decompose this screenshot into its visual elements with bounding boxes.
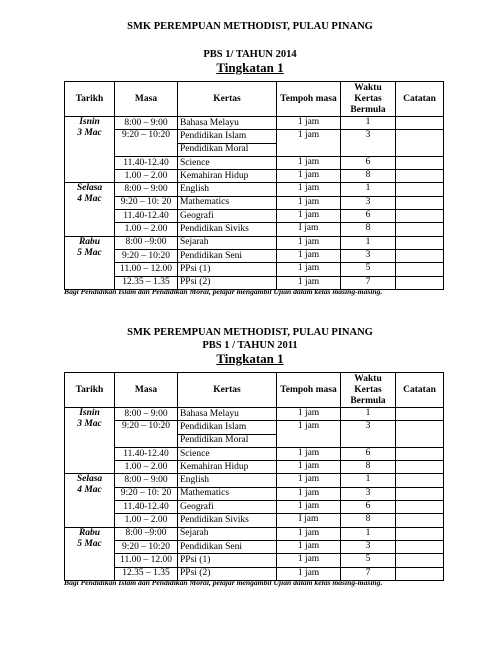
start-period-cell: 6 — [341, 447, 396, 460]
remarks-cell — [396, 501, 444, 514]
time-cell: 11.00 – 12.00 — [115, 263, 178, 276]
remarks-cell — [396, 527, 444, 540]
remarks-cell — [396, 487, 444, 500]
start-period-cell: 3 — [341, 130, 396, 157]
column-header: Catatan — [396, 373, 444, 408]
paper-cell: Science — [178, 447, 277, 460]
column-header: Waktu Kertas Bermula — [341, 82, 396, 117]
time-cell: 8:00 –9:00 — [115, 236, 178, 249]
start-period-cell: 5 — [341, 554, 396, 567]
day-date: 4 Mac — [77, 485, 102, 496]
remarks-cell — [396, 447, 444, 460]
day-name: Selasa — [76, 183, 103, 194]
day-name: Selasa — [76, 474, 103, 485]
start-period-cell: 6 — [341, 501, 396, 514]
paper-cell: Pendidikan Islam — [178, 130, 277, 143]
start-period-cell: 3 — [341, 487, 396, 500]
paper-cell: Kemahiran Hidup — [178, 461, 277, 474]
start-period-cell: 1 — [341, 527, 396, 540]
table-header-row — [65, 373, 444, 408]
day-name: Rabu — [78, 527, 101, 538]
start-period-cell: 3 — [341, 421, 396, 448]
remarks-cell — [396, 474, 444, 487]
paper-cell: PPsi (2) — [178, 276, 277, 289]
day-cell — [65, 408, 115, 474]
schedule-table — [64, 81, 444, 290]
duration-cell: 1 jam — [277, 249, 341, 262]
column-header: Masa — [115, 373, 178, 408]
remarks-cell — [396, 130, 444, 157]
time-cell: 8:00 – 9:00 — [115, 474, 178, 487]
time-cell: 8:00 – 9:00 — [115, 117, 178, 130]
table-row — [65, 421, 444, 434]
column-header: Tarikh — [65, 373, 115, 408]
paper-cell: English — [178, 474, 277, 487]
paper-cell: Mathematics — [178, 196, 277, 209]
paper-cell: PPsi (1) — [178, 554, 277, 567]
time-cell: 8:00 – 9:00 — [115, 408, 178, 421]
remarks-cell — [396, 567, 444, 580]
start-period-cell: 7 — [341, 276, 396, 289]
table-row — [65, 408, 444, 421]
day-cell — [65, 474, 115, 527]
table-row — [65, 554, 444, 567]
level-heading: Tingkatan 1 — [216, 351, 284, 366]
column-header: Kertas — [178, 373, 277, 408]
table-row — [65, 487, 444, 500]
time-cell: 11.40-12.40 — [115, 210, 178, 223]
table-row — [65, 210, 444, 223]
start-period-cell: 6 — [341, 210, 396, 223]
start-period-cell: 7 — [341, 567, 396, 580]
remarks-cell — [396, 276, 444, 289]
remarks-cell — [396, 263, 444, 276]
time-cell: 12.35 – 1.35 — [115, 567, 178, 580]
paper-cell: Sejarah — [178, 527, 277, 540]
paper-cell: Geografi — [178, 501, 277, 514]
footnote: Bagi Pendidikan Islam dan Pendidikan Moral, pelajar mengambil Ujian dalam kelas masing-masing. — [64, 578, 383, 587]
day-date: 3 Mac — [77, 419, 102, 429]
table-row — [65, 196, 444, 209]
paper-cell: Pendidikan Siviks — [178, 514, 277, 527]
time-cell: 11.40-12.40 — [115, 447, 178, 460]
day-name: Isnin — [79, 408, 100, 418]
remarks-cell — [396, 236, 444, 249]
paper-cell: Geografi — [178, 210, 277, 223]
duration-cell: 1 jam — [277, 130, 341, 157]
start-period-cell: 1 — [341, 474, 396, 487]
remarks-cell — [396, 223, 444, 236]
level-heading: Tingkatan 1 — [216, 60, 284, 75]
time-cell: 8:00 – 9:00 — [115, 183, 178, 196]
table-row — [65, 474, 444, 487]
table-row — [65, 156, 444, 169]
day-name: Isnin — [79, 117, 100, 127]
time-cell: 9:20 – 10: 20 — [115, 196, 178, 209]
table-row — [65, 501, 444, 514]
paper-cell: Science — [178, 156, 277, 169]
table-row — [65, 527, 444, 540]
start-period-cell: 8 — [341, 461, 396, 474]
remarks-cell — [396, 514, 444, 527]
remarks-cell — [396, 408, 444, 421]
day-cell — [65, 236, 115, 289]
day-date: 4 Mac — [77, 194, 102, 205]
time-cell: 1.00 – 2.00 — [115, 514, 178, 527]
duration-cell: 1 jam — [277, 421, 341, 448]
time-cell: 1.00 – 2.00 — [115, 223, 178, 236]
schedule-table — [64, 372, 444, 581]
paper-cell: Bahasa Melayu — [178, 117, 277, 130]
table-row — [65, 263, 444, 276]
duration-cell: 1 jam — [277, 487, 341, 500]
table-header-row — [65, 82, 444, 117]
paper-cell: Sejarah — [178, 236, 277, 249]
day-date: 5 Mac — [77, 538, 102, 549]
start-period-cell: 8 — [341, 223, 396, 236]
duration-cell: 1 jam — [277, 408, 341, 421]
duration-cell: 1 jam — [277, 474, 341, 487]
table-row — [65, 170, 444, 183]
paper-cell: Mathematics — [178, 487, 277, 500]
time-cell: 11.40-12.40 — [115, 156, 178, 169]
paper-cell: Pendidikan Seni — [178, 249, 277, 262]
remarks-cell — [396, 170, 444, 183]
column-header: Tarikh — [65, 82, 115, 117]
time-cell: 9:20 – 10:20 — [115, 540, 178, 553]
remarks-cell — [396, 196, 444, 209]
exam-subtitle: PBS 1/ TAHUN 2014 — [203, 49, 297, 60]
time-cell: 1.00 – 2.00 — [115, 170, 178, 183]
time-cell: 9:20 – 10:20 — [115, 130, 178, 157]
duration-cell: 1 jam — [277, 501, 341, 514]
paper-cell: PPsi (2) — [178, 567, 277, 580]
day-date: 5 Mac — [77, 247, 102, 258]
exam-subtitle: PBS 1 / TAHUN 2011 — [202, 340, 298, 351]
duration-cell: 1 jam — [277, 554, 341, 567]
paper-cell: Pendidikan Moral — [178, 434, 277, 447]
day-cell — [65, 117, 115, 183]
day-name: Rabu — [78, 236, 101, 247]
duration-cell: 1 jam — [277, 196, 341, 209]
duration-cell: 1 jam — [277, 156, 341, 169]
duration-cell: 1 jam — [277, 210, 341, 223]
column-header: Kertas — [178, 82, 277, 117]
paper-cell: Pendidikan Moral — [178, 143, 277, 156]
duration-cell: 1 jam — [277, 263, 341, 276]
duration-cell: 1 jam — [277, 447, 341, 460]
column-header: Waktu Kertas Bermula — [341, 373, 396, 408]
time-cell: 12.35 – 1.35 — [115, 276, 178, 289]
duration-cell: 1 jam — [277, 170, 341, 183]
start-period-cell: 3 — [341, 196, 396, 209]
start-period-cell: 1 — [341, 183, 396, 196]
duration-cell: I jam — [277, 223, 341, 236]
column-header: Tempoh masa — [277, 373, 341, 408]
paper-cell: Kemahiran Hidup — [178, 170, 277, 183]
duration-cell: 1 jam — [277, 527, 341, 540]
day-cell — [65, 527, 115, 580]
start-period-cell: 5 — [341, 263, 396, 276]
duration-cell: 1 jam — [277, 540, 341, 553]
column-header: Masa — [115, 82, 178, 117]
time-cell: 11.40-12.40 — [115, 501, 178, 514]
time-cell: 9:20 – 10:20 — [115, 249, 178, 262]
paper-cell: Pendidikan Siviks — [178, 223, 277, 236]
table-row — [65, 461, 444, 474]
table-row — [65, 117, 444, 130]
paper-cell: PPsi (1) — [178, 263, 277, 276]
paper-cell: English — [178, 183, 277, 196]
school-title: SMK PEREMPUAN METHODIST, PULAU PINANG — [127, 21, 373, 32]
column-header: Tempoh masa — [277, 82, 341, 117]
remarks-cell — [396, 540, 444, 553]
start-period-cell: 3 — [341, 540, 396, 553]
table-row — [65, 183, 444, 196]
remarks-cell — [396, 210, 444, 223]
remarks-cell — [396, 117, 444, 130]
duration-cell: 1 jam — [277, 567, 341, 580]
duration-cell: 1 jam — [277, 236, 341, 249]
table-row — [65, 130, 444, 143]
day-cell — [65, 183, 115, 236]
start-period-cell: 8 — [341, 514, 396, 527]
start-period-cell: 8 — [341, 170, 396, 183]
time-cell: 1.00 – 2.00 — [115, 461, 178, 474]
remarks-cell — [396, 156, 444, 169]
column-header: Catatan — [396, 82, 444, 117]
start-period-cell: 3 — [341, 249, 396, 262]
paper-cell: Pendidikan Seni — [178, 540, 277, 553]
time-cell: 9:20 – 10: 20 — [115, 487, 178, 500]
time-cell: 9:20 – 10:20 — [115, 421, 178, 448]
start-period-cell: 1 — [341, 117, 396, 130]
remarks-cell — [396, 249, 444, 262]
remarks-cell — [396, 183, 444, 196]
start-period-cell: 6 — [341, 156, 396, 169]
table-row — [65, 447, 444, 460]
table-row — [65, 540, 444, 553]
table-row — [65, 514, 444, 527]
table-row — [65, 249, 444, 262]
duration-cell: 1 jam — [277, 117, 341, 130]
remarks-cell — [396, 421, 444, 448]
remarks-cell — [396, 554, 444, 567]
start-period-cell: 1 — [341, 236, 396, 249]
day-date: 3 Mac — [77, 128, 102, 138]
time-cell: 8:00 –9:00 — [115, 527, 178, 540]
time-cell: 11.00 – 12.00 — [115, 554, 178, 567]
duration-cell: I jam — [277, 514, 341, 527]
duration-cell: 1 jam — [277, 183, 341, 196]
footnote: Bagi Pendidikan Islam dan Pendidikan Moral, pelajar mengambil Ujian dalam kelas masing-masing. — [64, 287, 383, 296]
table-row — [65, 236, 444, 249]
duration-cell: 1 jam — [277, 461, 341, 474]
start-period-cell: 1 — [341, 408, 396, 421]
duration-cell: 1 jam — [277, 276, 341, 289]
paper-cell: Bahasa Melayu — [178, 408, 277, 421]
school-title: SMK PEREMPUAN METHODIST, PULAU PINANG — [127, 327, 373, 338]
paper-cell: Pendidikan Islam — [178, 421, 277, 434]
table-row — [65, 223, 444, 236]
remarks-cell — [396, 461, 444, 474]
